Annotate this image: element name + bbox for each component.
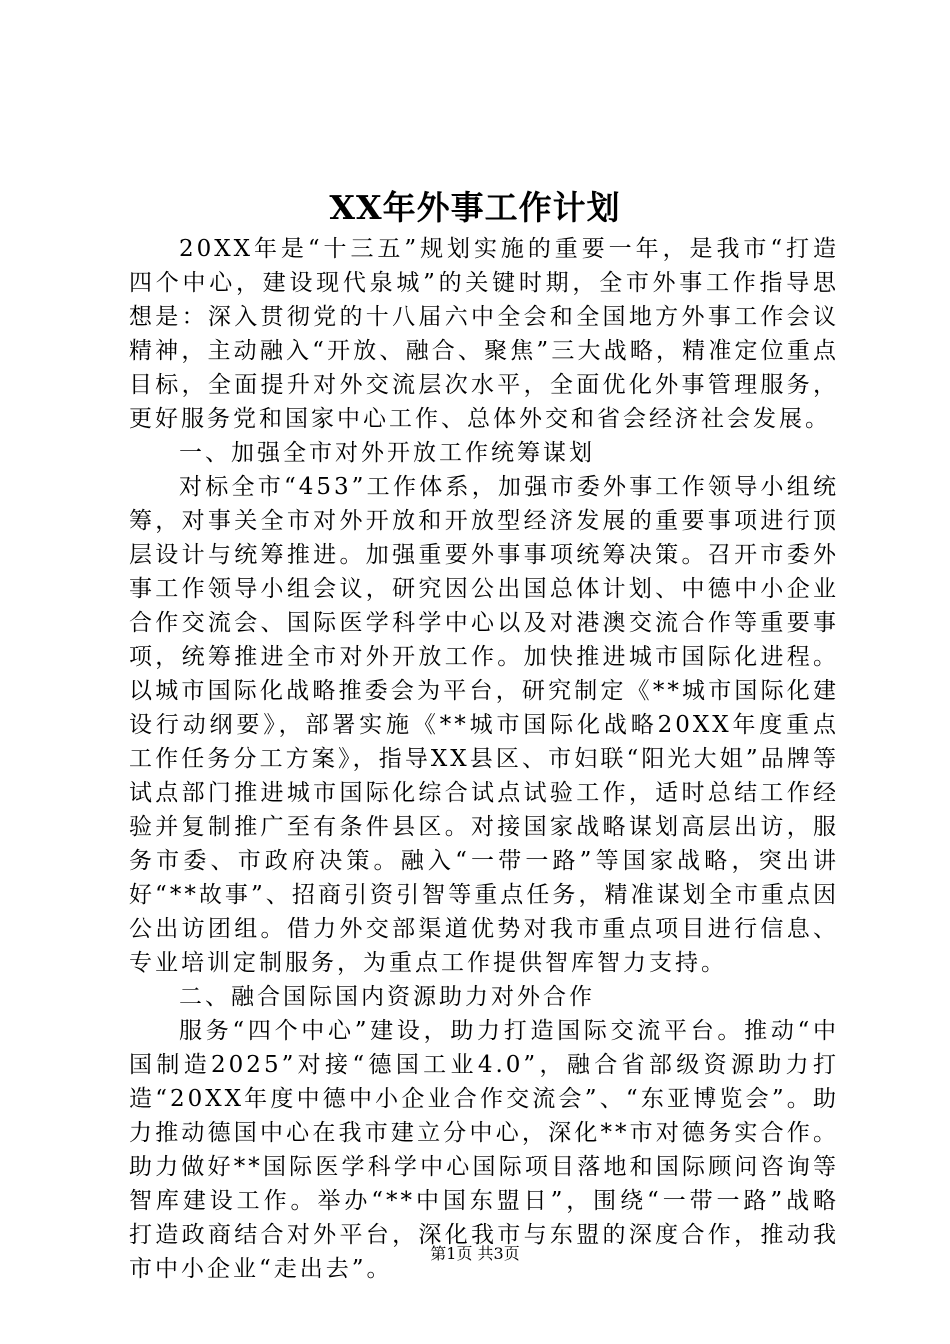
document-body	[129, 232, 839, 1286]
section-heading-2: 二、融合国际国内资源助力对外合作	[179, 984, 595, 1010]
section-1-paragraph: 对标全市“453”工作体系，加强市委外事工作领导小组统筹，对事关全市对外开放和开放型经济发展的重要事项进行顶层设计与统筹推进。加强重要外事事项统筹决策。召开市委外事工作领导小组会议，研究因公出国总体计划、中德中小企业合作交流会、国际医学科学中心以及对港澳交流合作等重要事项，统筹推进全市对外开放工作。加快推进城市国际化进程。以城市国际化战略推委会为平台，研究制定《**城市国际化建设行动纲要》，部署实施《**城市国际化战略20XX年度重点工作任务分工方案》，指导XX县区、市妇联“阳光大姐”品牌等试点部门推进城市国际化综合试点试验工作，适时总结工作经验并复制推广至有条件县区。对接国家战略谋划高层出访，服务市委、市政府决策。融入“一带一路”等国家战略，突出讲好“**故事”、招商引资引智等重点任务，精准谋划全市重点因公出访团组。借力外交部渠道优势对我市重点项目进行信息、专业培训定制服务，为重点工作提供智库智力支持。	[129, 474, 839, 976]
section-heading-1: 一、加强全市对外开放工作统筹谋划	[179, 440, 595, 466]
page-number-footer: 第1页 共3页	[430, 1244, 520, 1263]
document-title: XX年外事工作计划	[329, 188, 621, 227]
intro-paragraph: 20XX年是“十三五”规划实施的重要一年，是我市“打造四个中心，建设现代泉城”的关键时期，全市外事工作指导思想是：深入贯彻党的十八届六中全会和全国地方外事工作会议精神，主动融入“开放、融合、聚焦”三大战略，精准定位重点目标，全面提升对外交流层次水平，全面优化外事管理服务，更好服务党和国家中心工作、总体外交和省会经济社会发展。	[129, 236, 839, 432]
section-2-paragraph: 服务“四个中心”建设，助力打造国际交流平台。推动“中国制造2025”对接“德国工业4.0”，融合省部级资源助力打造“20XX年度中德中小企业合作交流会”、“东亚博览会”。助力推动德国中心在我市建立分中心，深化**市对德务实合作。助力做好**国际医学科学中心国际项目落地和国际顾问咨询等智库建设工作。举办“**中国东盟日”，围绕“一带一路”战略打造政商结合对外平台，深化我市与东盟的深度合作，推动我市中小企业“走出去”。	[129, 1018, 839, 1282]
